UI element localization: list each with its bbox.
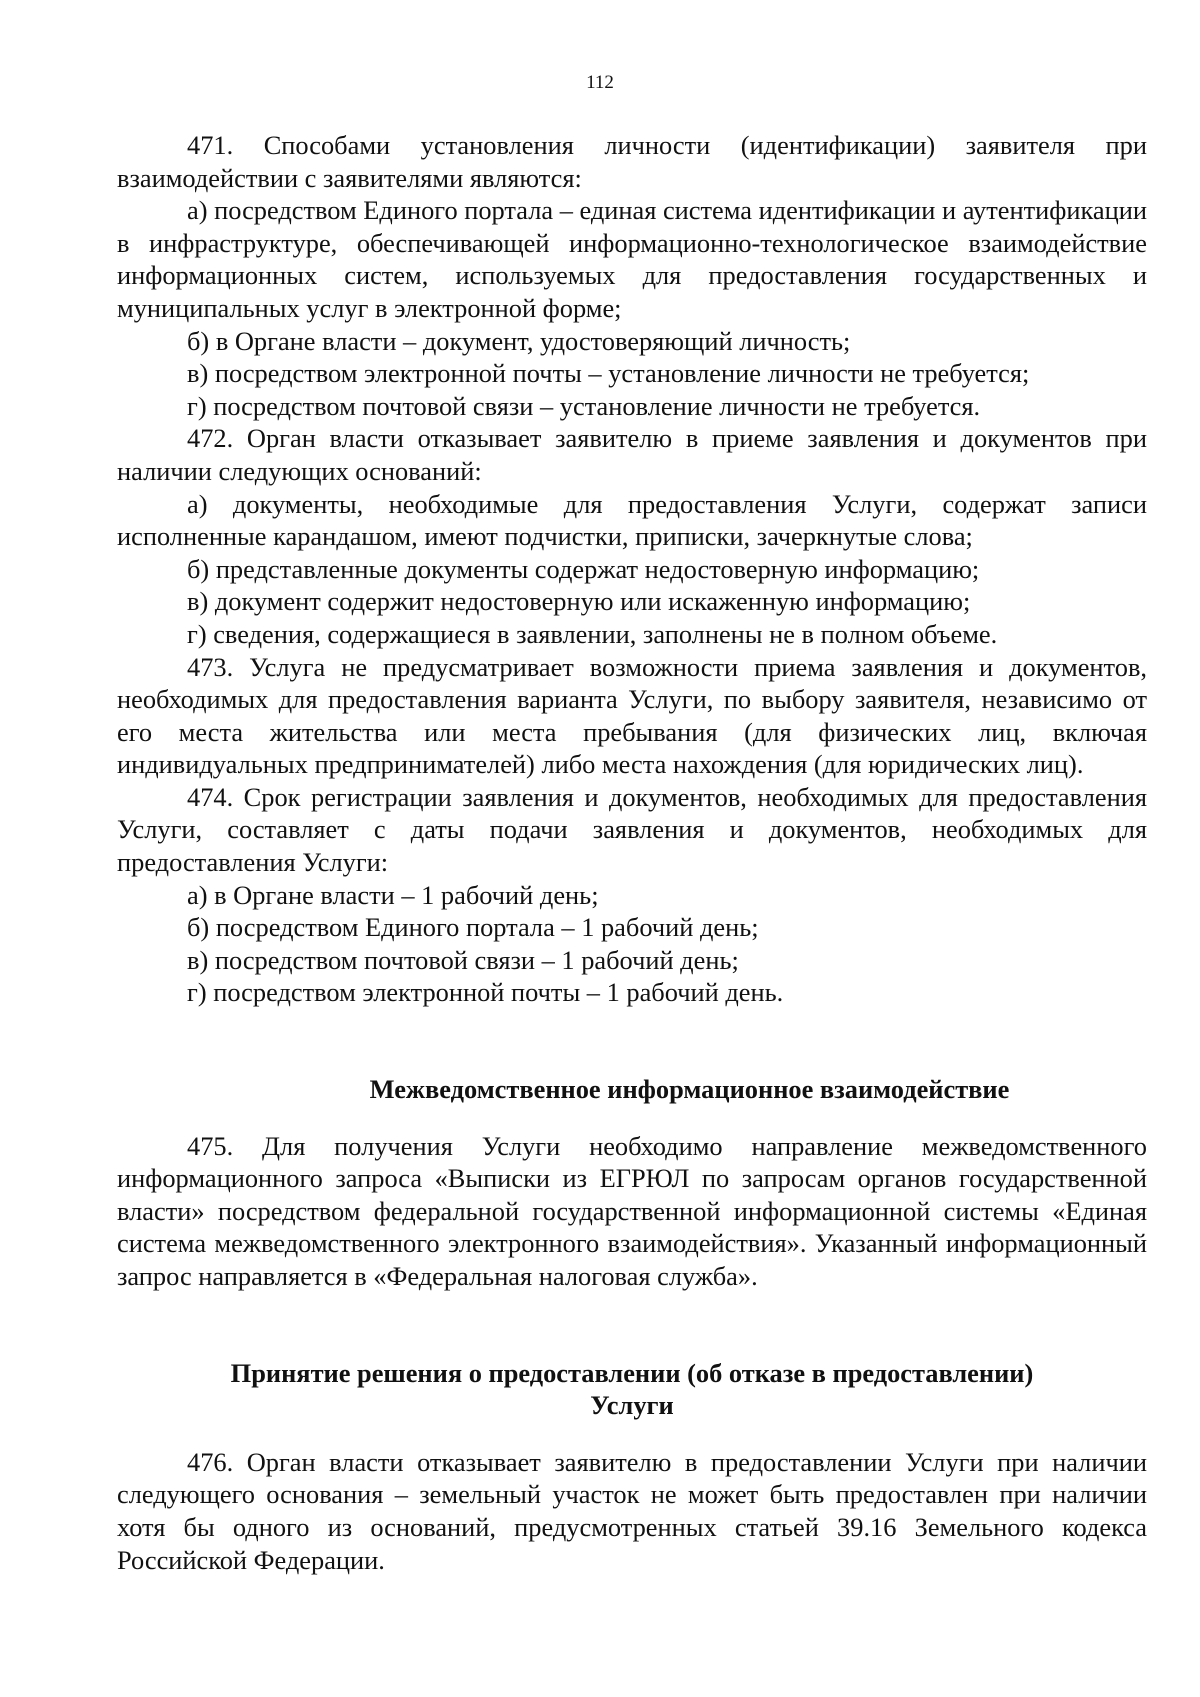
paragraph-475: 475. Для получения Услуги необходимо направление межведомственного информационного запроса «Выписки из ЕГРЮЛ по запросам органов государственной власти» посредством федеральной государственной информационной системы «Единая система межведомственного электронного взаимодействия». Указанный информационный запрос направляется в «Федеральная налоговая служба». [117, 1130, 1147, 1291]
paragraph-472-a: а) документы, необходимые для предоставления Услуги, содержат записи исполненные карандашом, имеют подчистки, приписки, зачеркнутые слова; [117, 488, 1147, 552]
section-heading-decision [117, 1357, 1147, 1422]
section-heading-decision-line-2: Услуги [590, 1390, 674, 1421]
section-heading-decision-line-1: Принятие решения о предоставлении (об отказе в предоставлении) [230, 1357, 1034, 1388]
paragraph-474-g: г) посредством электронной почты – 1 рабочий день. [187, 977, 784, 1008]
paragraph-474-a: а) в Органе власти – 1 рабочий день; [187, 879, 599, 910]
paragraph-474: 474. Срок регистрации заявления и документов, необходимых для предоставления Услуги, составляет с даты подачи заявления и документов, необходимых для предоставления Услуги: [117, 781, 1147, 878]
paragraph-471: 471. Способами установления личности (идентификации) заявителя при взаимодействии с заявителями являются: [117, 130, 1147, 193]
paragraph-474-b: б) посредством Единого портала – 1 рабочий день; [187, 912, 759, 943]
paragraph-474-v: в) посредством почтовой связи – 1 рабочий день; [187, 944, 739, 975]
paragraph-473: 473. Услуга не предусматривает возможности приема заявления и документов, необходимых для предоставления варианта Услуги, по выбору заявителя, независимо от его места жительства или места пребывания (для физических лиц, включая индивидуальных предпринимателей) либо места нахождения (для юридических лиц). [117, 651, 1147, 780]
paragraph-472-v: в) документ содержит недостоверную или искаженную информацию; [187, 586, 971, 617]
paragraph-476: 476. Орган власти отказывает заявителю в предоставлении Услуги при наличии следующего основания – земельный участок не может быть предоставлен при наличии хотя бы одного из оснований, предусмотренных статьей 39.16 Земельного кодекса Российской Федерации. [117, 1446, 1147, 1575]
paragraph-472-g: г) сведения, содержащиеся в заявлении, заполнены не в полном объеме. [187, 618, 998, 649]
paragraph-472-b: б) представленные документы содержат недостоверную информацию; [187, 553, 980, 584]
page-number: 112 [586, 72, 614, 93]
paragraph-471-g: г) посредством почтовой связи – установление личности не требуется. [187, 390, 981, 421]
paragraph-472: 472. Орган власти отказывает заявителю в приеме заявления и документов при наличии следующих оснований: [117, 423, 1147, 486]
paragraph-471-v: в) посредством электронной почты – установление личности не требуется; [187, 358, 1030, 389]
section-heading-interagency: Межведомственное информационное взаимодействие [369, 1074, 1010, 1105]
paragraph-471-b: б) в Органе власти – документ, удостоверяющий личность; [187, 325, 851, 356]
paragraph-471-a: а) посредством Единого портала – единая система идентификации и аутентификации в инфраструктуре, обеспечивающей информационно-технологическое взаимодействие информационных систем, используемых для предоставления государственных и муниципальных услуг в электронной форме; [117, 195, 1148, 323]
document-body [117, 129, 1147, 1576]
